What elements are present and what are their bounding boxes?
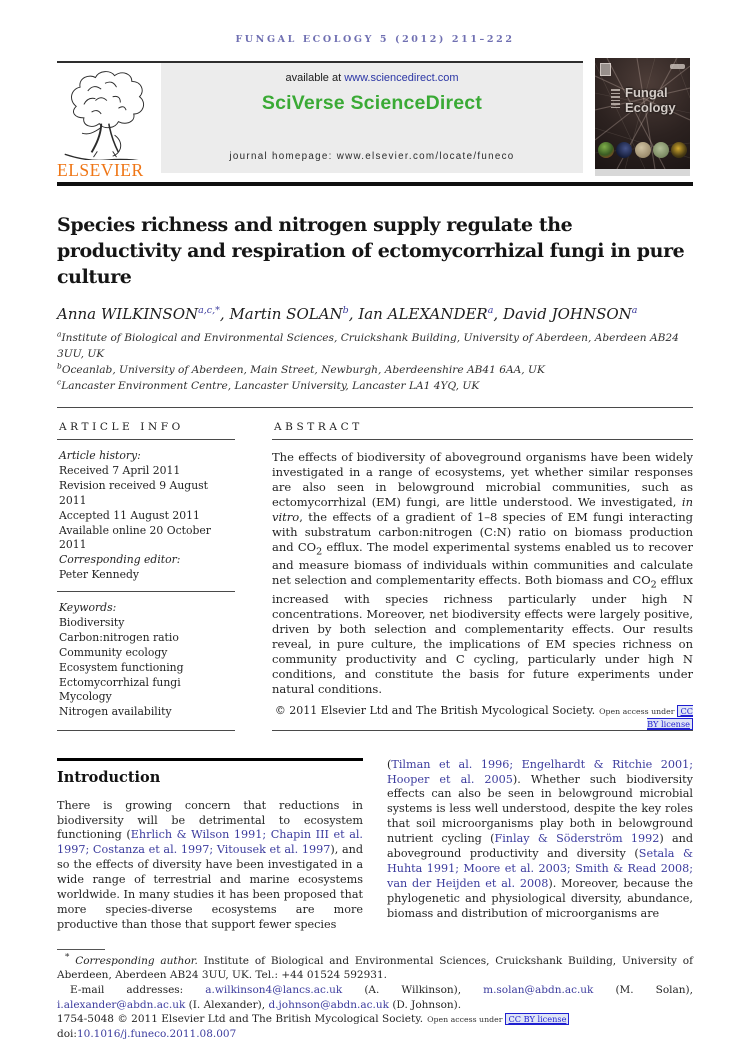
- cc-by-license-link[interactable]: CC BY license: [505, 1013, 569, 1025]
- elsevier-wordmark: ELSEVIER: [57, 159, 144, 180]
- email-link[interactable]: d.johnson@abdn.ac.uk: [268, 998, 389, 1011]
- issn-copyright-line: 1754-5048 © 2011 Elsevier Ltd and The British Mycological Society. Open access under CC BY license: [57, 1012, 693, 1027]
- history-item: Received 7 April 2011: [59, 463, 181, 477]
- cover-elsevier-mark-icon: [600, 63, 611, 76]
- available-at-label: available at: [285, 72, 345, 84]
- doi-link[interactable]: 10.1016/j.funeco.2011.08.007: [76, 1028, 237, 1041]
- corresponding-editor-label: Corresponding editor:: [59, 553, 181, 567]
- copyright-line: [272, 704, 693, 730]
- keyword: Biodiversity: [59, 615, 125, 629]
- corresponding-author-note: * Corresponding author. Institute of Biological and Environmental Sciences, Cruickshank Building, University of Aberdeen, Aberdeen AB24 3UU, UK. Tel.: +44 01524 592931.: [57, 952, 694, 982]
- available-at-line: [285, 72, 458, 84]
- email-link[interactable]: m.solan@abdn.ac.uk: [483, 984, 594, 997]
- open-access-label: Open access under: [599, 706, 675, 716]
- history-item: Accepted 11 August 2011: [59, 508, 200, 522]
- doi-line: doi:10.1016/j.funeco.2011.08.007: [57, 1028, 237, 1041]
- journal-cover-image: [595, 58, 690, 169]
- introduction-heading: Introduction: [57, 758, 363, 786]
- affiliation: $^c$Lancaster Environment Centre, Lancaster University, Lancaster LA1 4YQ, UK: [57, 377, 480, 393]
- journal-reference: FUNGAL ECOLOGY 5 (2012) 211–222: [235, 34, 515, 45]
- journal-header: [57, 58, 693, 189]
- affiliation-list: [57, 331, 693, 395]
- keywords-label: Keywords:: [59, 601, 117, 615]
- co2-subscript: 2: [650, 579, 657, 591]
- intro-paragraph: (Tilman et al. 1996; Engelhardt & Ritchie 2001; Hooper et al. 2005). Whether such biodiversity effects can also be seen in belowground microbial systems is less well understood, despite the key roles that soil microorganisms play both in belowground nutrient cycling (Finlay & Söderström 1992) and aboveground productivity and diversity (Setala & Huhta 1991; Moore et al. 2003; Smith & Read 2008; van der Heijden et al. 2008). Moreover, because the phylogenetic and physiological diversity, abundance, biomass and distribution of microorganisms are: [387, 757, 693, 920]
- author-affiliation-sup: b: [342, 305, 349, 317]
- email-link[interactable]: a.wilkinson4@lancs.ac.uk: [205, 984, 343, 997]
- cover-volume-bars: [611, 89, 620, 110]
- author-list: [57, 305, 693, 323]
- affiliation: $^b$Oceanlab, University of Aberdeen, Main Street, Newburgh, Aberdeenshire AB41 6AA, UK: [57, 361, 545, 377]
- co2-subscript: 2: [316, 545, 323, 557]
- sciencedirect-link[interactable]: www.sciencedirect.com: [344, 72, 459, 84]
- author: Ian ALEXANDER$^a$,: [358, 305, 503, 324]
- history-item: Revision received 9 August 2011: [59, 478, 209, 507]
- elsevier-tree-icon: [59, 68, 151, 160]
- open-access-label: Open access under: [427, 1015, 503, 1025]
- keyword: Ecosystem functioning: [59, 660, 184, 674]
- citation-link[interactable]: Finlay & Söderström 1992: [494, 832, 660, 846]
- article-title: Species richness and nitrogen supply regulate the productivity and respiration of ectomycorrhizal fungi in pure culture: [57, 214, 685, 288]
- cover-bottom-strip: [595, 169, 690, 176]
- info-abstract-section: [57, 407, 693, 731]
- keyword: Ectomycorrhizal fungi: [59, 675, 181, 689]
- corresponding-editor: Peter Kennedy: [59, 568, 139, 582]
- author-affiliation-sup: a: [631, 305, 638, 317]
- history-item: Available online 20 October 2011: [59, 523, 211, 552]
- affiliation: $^a$Institute of Biological and Environmental Sciences, Cruickshank Building, University of Aberdeen, Aberdeen AB24 3UU, UK: [57, 329, 679, 361]
- copyright-text: © 2011 Elsevier Ltd and The British Mycological Society.: [274, 703, 596, 717]
- citation-link[interactable]: Ehrlich & Wilson 1991; Chapin III et al. 1997; Costanza et al. 1997; Vitousek et al. 1997: [57, 828, 363, 857]
- intro-left-column: [57, 758, 363, 933]
- publisher-banner: [161, 63, 583, 173]
- page-footer: [57, 954, 693, 1042]
- abstract-column: [272, 408, 693, 731]
- introduction-section: [57, 758, 693, 933]
- keyword: Community ecology: [59, 645, 168, 659]
- elsevier-logo[interactable]: [57, 65, 161, 179]
- intro-paragraph: There is growing concern that reductions in biodiversity will be detrimental to ecosystem functioning (Ehrlich & Wilson 1991; Chapin III et al. 1997; Costanza et al. 1997; Vitousek et al. 1997), and so the effects of diversity have been investigated in a wide range of terrestrial and marine ecosystems worldwide. In many studies it has been proposed that more species-diverse ecosystems are more productive than those that support fewer species: [57, 798, 363, 931]
- author-affiliation-sup: a,c,*: [198, 305, 220, 317]
- cc-by-license-link[interactable]: CC BY license: [647, 705, 693, 729]
- citation-link[interactable]: Tilman et al. 1996; Engelhardt & Ritchie 2001; Hooper et al. 2005: [387, 757, 693, 786]
- author: Martin SOLAN$^b$,: [229, 305, 359, 324]
- author: David JOHNSON$^a$: [502, 305, 638, 324]
- keyword: Carbon:nitrogen ratio: [59, 630, 179, 644]
- author-affiliation-sup: a: [487, 305, 494, 317]
- abstract-text: The effects of biodiversity of aboveground organisms have been widely investigated in a range of ecosystems, yet whether similar responses are also seen in belowground microbial communities, such as ectomycorrhizal (EM) fungi, are little understood. We investigated, in vitro, the effects of a gradient of 1–8 species of EM fungi interacting with substratum carbon:nitrogen (C:N) ratio on biomass production and $CO_2$ efflux. The model experimental systems enabled us to recover and measure biomass of individuals within communities and calculate net selection and complementarity effects. Both biomass and $CO_2$ efflux increased with species richness particularly under high N concentrations. Moreover, net biodiversity effects were largely positive, driven by both selection and complementarity effects. Our results reveal, in pure culture, the implications of EM species richness on community productivity and C cycling, particularly under high N conditions, and constitute the basis for future experiments under natural conditions.: [272, 450, 693, 696]
- keyword: Mycology: [59, 690, 112, 704]
- cover-thumbnail: [635, 142, 651, 158]
- abstract-heading: ABSTRACT: [272, 408, 693, 440]
- article-info-column: [57, 408, 235, 731]
- cover-title: Fungal Ecology: [625, 85, 676, 115]
- cover-thumbnail: [598, 142, 614, 158]
- cover-thumbnail: [616, 142, 632, 158]
- intro-right-column: [387, 758, 693, 933]
- journal-homepage-link[interactable]: journal homepage: www.elsevier.com/locate/funeco: [229, 151, 515, 162]
- footnote-rule: [57, 949, 105, 950]
- email-addresses-line: E-mail addresses: a.wilkinson4@lancs.ac.uk (A. Wilkinson), m.solan@abdn.ac.uk (M. Solan), i.alexander@abdn.ac.uk (I. Alexander), d.johnson@abdn.ac.uk (D. Johnson).: [57, 984, 693, 1011]
- keywords-block: [57, 592, 235, 728]
- cover-thumbnail: [653, 142, 669, 158]
- author: Anna $WILKINSON^{a,c,*}$,: [57, 305, 230, 324]
- article-history-label: Article history:: [59, 449, 141, 463]
- header-thick-rule: [57, 182, 693, 186]
- paper-page: [57, 34, 694, 1041]
- cover-publisher-mark-icon: [670, 64, 685, 69]
- cover-thumbnails: [595, 142, 690, 158]
- journal-cover[interactable]: [595, 58, 690, 176]
- sciverse-sciencedirect-logo[interactable]: SciVerse ScienceDirect: [261, 92, 483, 114]
- citation-link[interactable]: Setala & Huhta 1991; Moore et al. 2003; Smith & Read 2008; van der Heijden et al. 2008: [387, 846, 693, 890]
- article-history: [57, 440, 235, 591]
- cover-thumbnail: [671, 142, 687, 158]
- keyword: Nitrogen availability: [59, 705, 172, 719]
- email-link[interactable]: i.alexander@abdn.ac.uk: [57, 998, 186, 1011]
- article-info-heading: ARTICLE INFO: [57, 408, 235, 440]
